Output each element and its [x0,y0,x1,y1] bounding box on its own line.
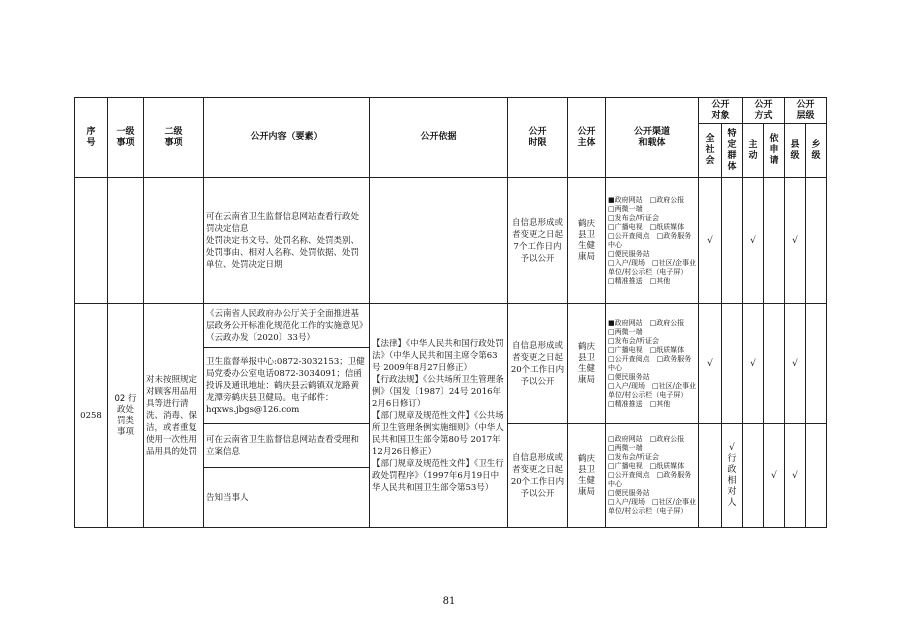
header-seq: 序号 [86,126,96,148]
header-level-town: 乡级 [811,139,821,161]
row2-time-b: 自信息形成或者变更之日起20个工作日内予以公开 [508,424,568,528]
header-time: 公开时限 [528,126,547,148]
header-basis: 公开依据 [370,98,508,178]
disclosure-table [74,97,827,528]
row3-mode-active-check [743,424,764,528]
row1-mode-apply-check [764,178,785,304]
row3-level-county-check: √ [785,424,806,528]
header-target: 公开对象 [711,99,730,121]
header-row-1 [75,98,827,124]
row2-mode-apply-check [764,304,785,424]
header-channel: 公开渠道和载体 [633,126,670,148]
row2-basis: 【法律】《中华人民共和国行政处罚法》（中华人民共和国主席令第63号 2009年8月27日修正） 【行政法规】《公共场所卫生管理条例》（国发〔1987〕24号 2016年2月6日修订） 【部门规章及规范性文件】《公共场所卫生管理条例实施细则》（中华人民共和国卫生部令第80号 2017年12月26日修正） 【部门规章及规范性文件】《卫生行政处罚程序》（1997年6月19日中华人民共和国卫生部令第53号） [370,304,508,528]
header-level1: 一级事项 [116,126,135,148]
row2-channel-b: □政府网站 □政府公报 □两微一端 □发布会/听证会 □广播电视 □纸质媒体 □公开查阅点 □政务服务中心 □便民服务站 □入户/现场 □社区/企事业单位/村公示栏（电子屏） [606,424,699,528]
row1-mode-active-check: √ [743,178,764,304]
row3-level-town-check [806,424,827,528]
header-mode-active: 主动 [748,139,758,161]
row2-target-all-check: √ [699,304,722,424]
page-number: 81 [442,596,456,607]
row2-subject-a: 鹤庆县卫生健康局 [568,304,606,424]
row2-level-county-check: √ [785,304,806,424]
row1-level-town-check [806,178,827,304]
table-row [75,178,827,304]
row2-time-a: 自信息形成或者变更之日起20个工作日内予以公开 [508,304,568,424]
row3-mode-apply-check: √ [764,424,785,528]
table-row [75,304,827,348]
row1-level-county-check: √ [785,178,806,304]
row2-seq: 0258 [75,304,108,528]
row1-content: 可在云南省卫生监督信息网站查看行政处罚决定信息 处罚决定书文号、处罚名称、处罚类别、处罚事由、相对人名称、处罚依据、处罚单位、处罚决定日期 [204,178,370,304]
row2-content-b: 卫生监督举报中心:0872-3032153；卫健局党委办公室电话0872-3034091；信函投诉及通讯地址：鹤庆县云鹤镇双龙路黄龙潭旁鹤庆县卫健局。电子邮件：hqxws.jbgs@126.com [204,348,370,424]
row2-content-a: 《云南省人民政府办公厅关于全面推进基层政务公开标准化规范化工作的实施意见》（云政办发〔2020〕33号） [204,304,370,348]
header-content: 公开内容（要素） [204,98,370,178]
header-level-county: 县级 [790,139,800,161]
header-target-specific: 特定群体 [727,128,737,172]
row1-channel: ■政府网站 □政府公报 □两微一端 □发布会/听证会 □广播电视 □纸质媒体 □公开查阅点 □政务服务中心 □便民服务站 □入户/现场 □社区/企事业单位/村公示栏（电子屏） □精准推送 □其他 [606,178,699,304]
row2-target-specific-check [722,304,743,424]
header-subject: 公开主体 [577,126,596,148]
header-level2: 二级事项 [164,126,183,148]
header-mode: 公开方式 [754,99,773,121]
row2-content-c: 可在云南省卫生监督信息网站查看受理和立案信息 [204,424,370,468]
row2-level2: 对未按照规定对顾客用品用具等进行清洗、消毒、保洁，或者重复使用一次性用品用具的处罚 [144,304,204,528]
header-mode-apply: 依申请 [769,134,779,166]
row3-target-specific: √行政相对人 [722,424,743,528]
row2-level1: 02 行政处罚类事项 [108,304,144,528]
row2-channel-a: ■政府网站 □政府公报 □两微一端 □发布会/听证会 □广播电视 □纸质媒体 □公开查阅点 □政务服务中心 □便民服务站 □入户/现场 □社区/企事业单位/村公示栏（电子屏） □精准推送 □其他 [606,304,699,424]
row1-target-all-check: √ [699,178,722,304]
row2-level-town-check [806,304,827,424]
row1-time: 自信息形成或者变更之日起7个工作日内予以公开 [508,178,568,304]
header-target-all: 全社会 [705,134,715,166]
row1-target-specific-check [722,178,743,304]
row3-target-all-check [699,424,722,528]
row2-content-d: 告知当事人 [204,468,370,528]
header-level: 公开层级 [796,99,815,121]
row2-subject-b: 鹤庆县卫生健康局 [568,424,606,528]
row2-mode-active-check: √ [743,304,764,424]
row1-subject: 鹤庆县卫生健康局 [568,178,606,304]
